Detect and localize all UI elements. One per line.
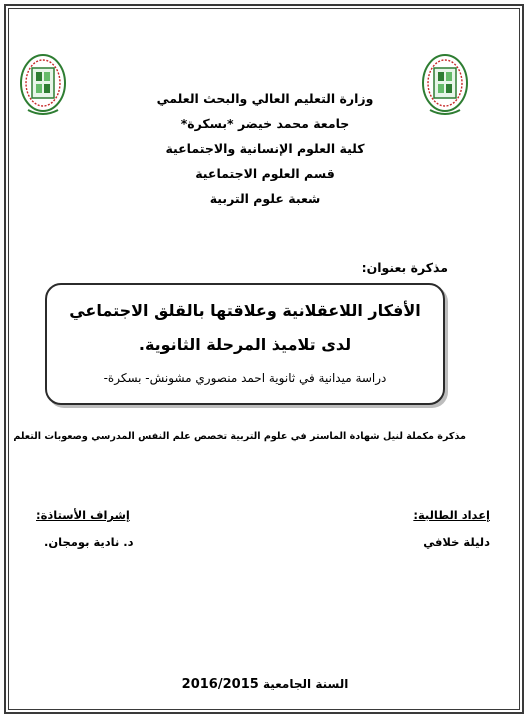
department-name: قسم العلوم الاجتماعية — [195, 166, 335, 181]
supervisor-name: د. نادية بومجان. — [44, 535, 134, 549]
thesis-title-line-1: الأفكار اللاعقلانية وعلاقتها بالقلق الاجتماعي — [69, 301, 421, 320]
university-logo-right — [420, 52, 470, 118]
thesis-title-box — [45, 283, 445, 405]
student-name: دليلة خلافي — [423, 535, 490, 549]
thesis-subtitle: دراسة ميدانية في ثانوية احمد منصوري مشونش- بسكرة- — [103, 371, 387, 385]
institution-header — [110, 86, 420, 211]
academic-year-label: السنة الجامعية — [262, 677, 349, 691]
faculty-name: كلية العلوم الإنسانية والاجتماعية — [165, 141, 365, 156]
university-name: جامعة محمد خيضر *بسكرة* — [180, 116, 350, 131]
branch-name: شعبة علوم التربية — [209, 191, 321, 206]
thesis-title-line-2: لدى تلاميذ المرحلة الثانوية. — [138, 335, 352, 354]
ministry-name: وزارة التعليم العالي والبحث العلمي — [156, 91, 374, 106]
degree-statement: مذكرة مكملة لنيل شهادة الماستر في علوم التربية تخصص علم النفس المدرسي وصعوبات التعلم — [13, 431, 466, 442]
memo-label: مذكرة بعنوان: — [361, 260, 448, 275]
academic-year — [0, 677, 530, 692]
university-logo-left — [18, 52, 68, 118]
supervisor-label: إشراف الأستاذة: — [36, 508, 130, 522]
academic-year-value: 2016/2015 — [181, 677, 259, 692]
student-label: إعداد الطالبة: — [413, 508, 490, 522]
